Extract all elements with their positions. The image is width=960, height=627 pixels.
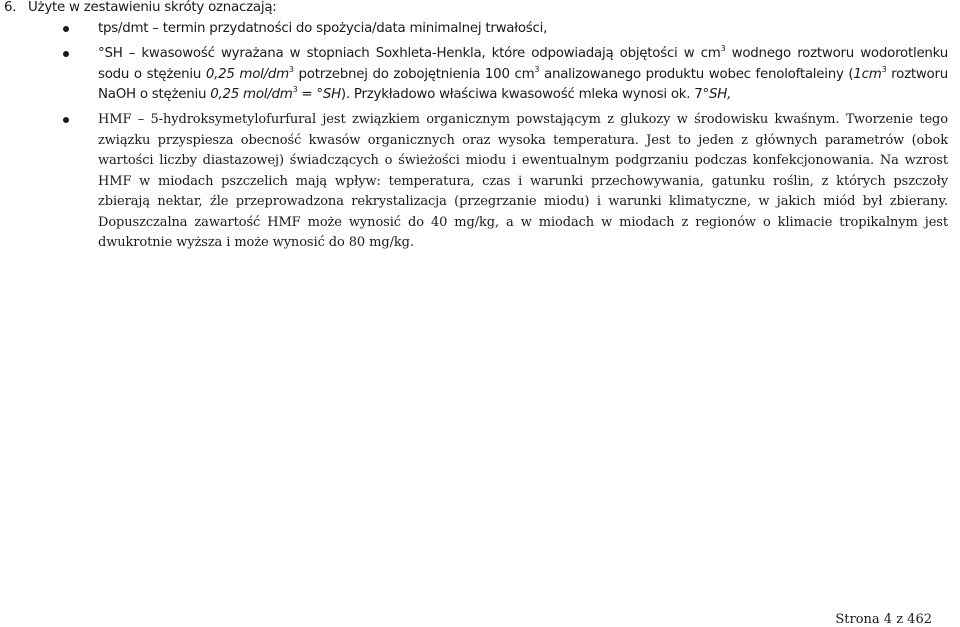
bullet-icon xyxy=(63,26,69,32)
definition-sh-line-1: °SH – kwasowość wyrażana w stopniach Soxhleta-Henkla, które odpowiadają objętości w $cm^3$ wodnego roztworu wodorotlenku xyxy=(98,44,949,61)
paragraph-line: związku przyspiesza obecność kwasów organicznych oraz wysoka temperatura. Jest to jeden z głównych parametrów (obok xyxy=(98,132,948,148)
paragraph-line: HMF w miodach pszczelich mają wpływ: temperatura, czas i warunki przechowywania, gatunku roślin, z których pszczoły xyxy=(98,173,948,189)
definition-tps-dmt: tps/dmt – termin przydatności do spożycia/data minimalnej trwałości, xyxy=(98,21,548,36)
definition-hmf xyxy=(98,110,948,254)
section-heading xyxy=(4,0,277,16)
paragraph-line: zbierają nektar, źle przeprowadzona rekrystalizacja (przegrzanie miodu) i warunki klimatyczne, w jakich miód był zbierany. xyxy=(98,194,948,209)
definition-sh xyxy=(98,44,948,106)
section-number: 6. xyxy=(4,0,17,15)
definition-sh-line-3: NaOH o stężeniu 0,25 mol/$dm^3 = ^\circ SH$). Przykładowo właściwa kwasowość mleka wynosi ok. 7°SH, xyxy=(98,85,732,102)
paragraph-line: wartości liczby diastazowej) świadczących o świeżości miodu i ewentualnym podgrzaniu podczas konfekcjonowania. Na wzrost xyxy=(98,153,948,168)
section-title: Użyte w zestawieniu skróty oznaczają: xyxy=(28,0,277,15)
definition-sh-line-2: sodu o stężeniu 0,25 mol/$dm^3$ potrzebnej do zobojętnienia 100 $cm^3$ analizowanego produktu wobec fenoloftaleiny ($1cm^3$ roztworu xyxy=(98,64,948,82)
paragraph-line: HMF – 5-hydroksymetylofurfural jest związkiem organicznym powstającym z glukozy w środowisku kwaśnym. Tworzenie tego xyxy=(98,112,948,127)
paragraph-line: Dopuszczalna zawartość HMF może wynosić do 40 mg/kg, a w miodach w miodach z regionów o klimacie tropikalnym jest xyxy=(98,214,948,230)
bullet-icon xyxy=(63,117,69,123)
bullet-icon xyxy=(63,51,69,57)
page-number: Strona 4 z 462 xyxy=(835,612,932,627)
paragraph-line: dwukrotnie wyższa i może wynosić do 80 mg/kg. xyxy=(98,235,414,250)
